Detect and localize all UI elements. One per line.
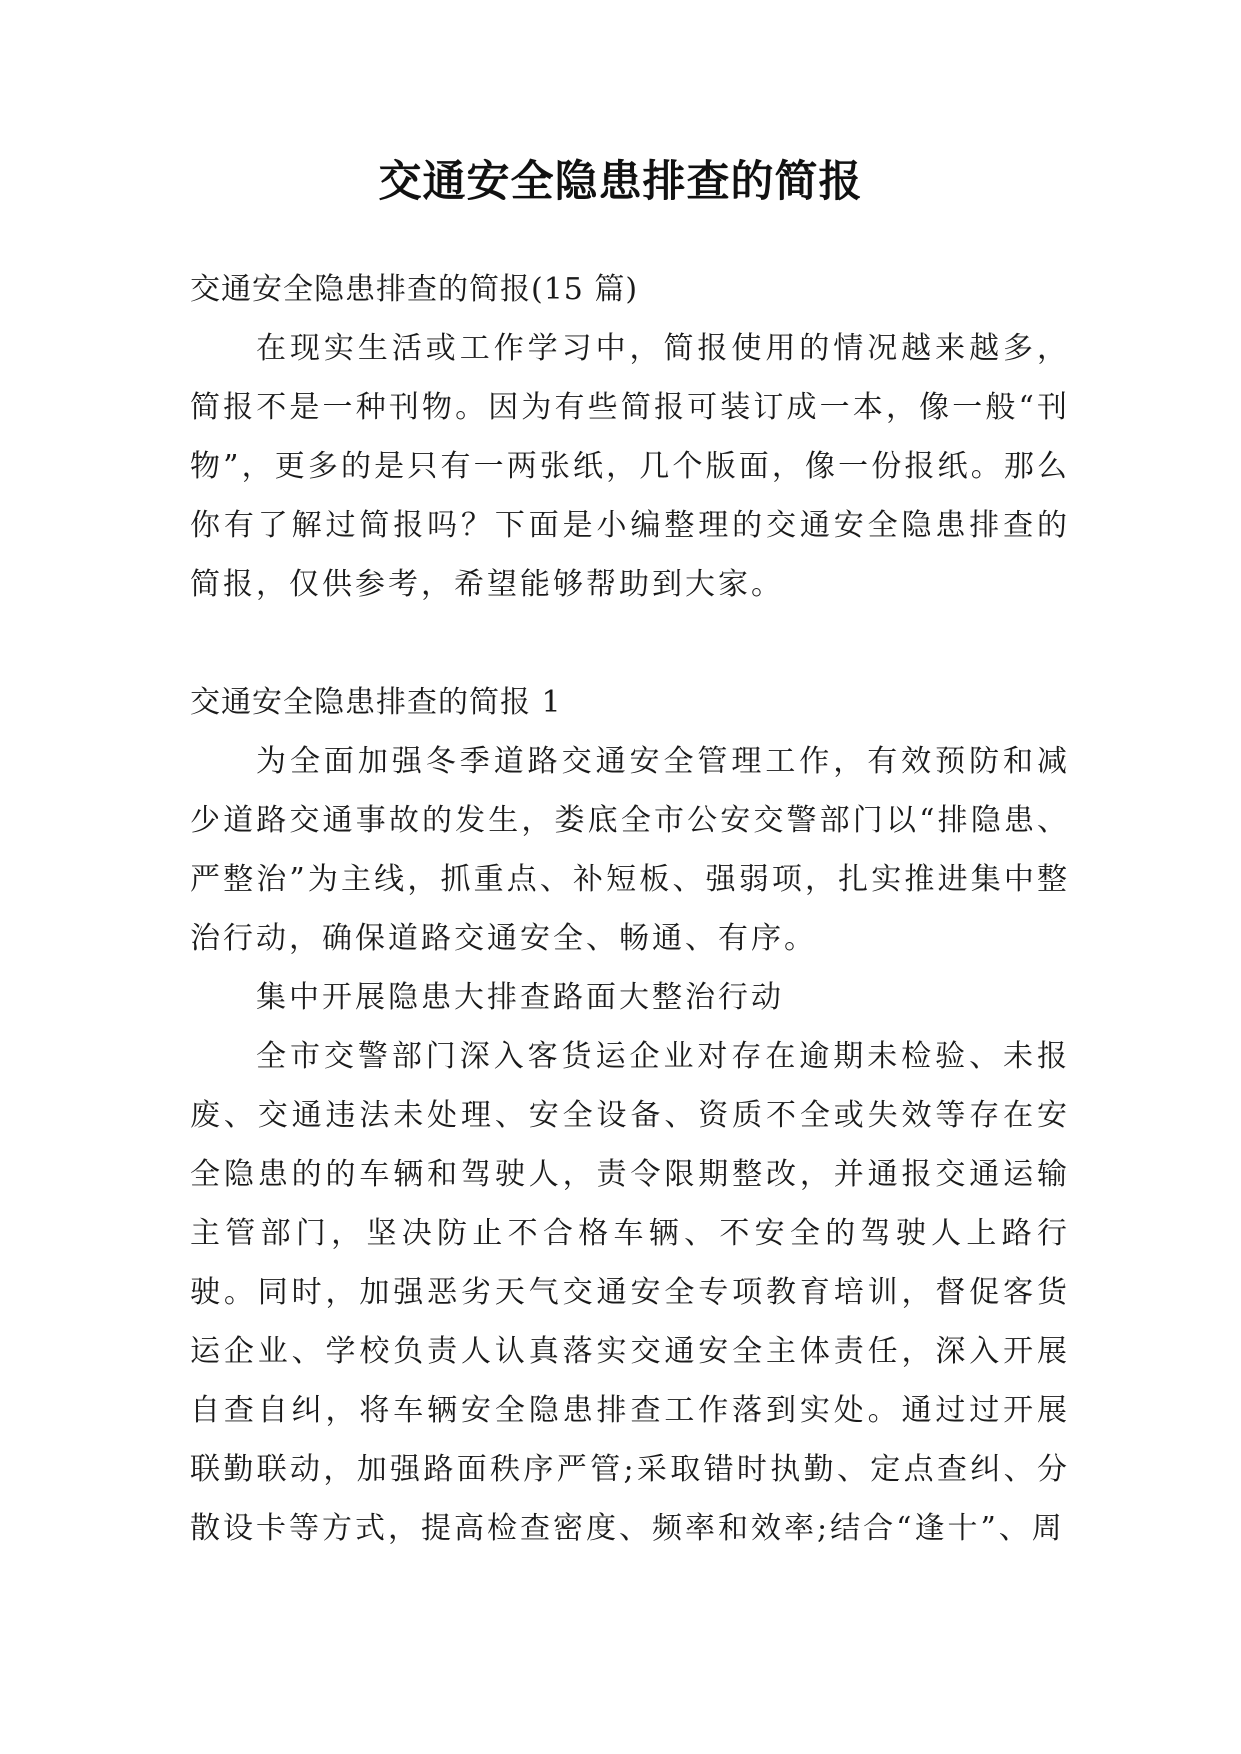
section-subheading: 集中开展隐患大排查路面大整治行动: [256, 980, 784, 1015]
document-subtitle: 交通安全隐患排查的简报(15 篇): [190, 272, 639, 307]
document-body: [190, 260, 1070, 1558]
body-paragraph: 全市交警部门深入客货运企业对存在逾期未检验、未报废、交通违法未处理、安全设备、资质不全或失效等存在安全隐患的的车辆和驾驶人，责令限期整改，并通报交通运输主管部门，坚决防止不合格车辆、不安全的驾驶人上路行驶。同时，加强恶劣天气交通安全专项教育培训，督促客货运企业、学校负责人认真落实交通安全主体责任，深入开展自查自纠，将车辆安全隐患排查工作落到实处。通过过开展联勤联动，加强路面秩序严管;采取错时执勤、定点查纠、分散设卡等方式，提高检查密度、频率和效率;结合“逢十”、周: [190, 1039, 1070, 1546]
page-title: 交通安全隐患排查的简报: [378, 157, 863, 207]
section-heading: 交通安全隐患排查的简报 1: [190, 685, 562, 720]
intro-paragraph: 在现实生活或工作学习中，简报使用的情况越来越多，简报不是一种刊物。因为有些简报可装订成一本，像一般“刊物”，更多的是只有一两张纸，几个版面，像一份报纸。那么你有了解过简报吗？下面是小编整理的交通安全隐患排查的简报，仅供参考，希望能够帮助到大家。: [190, 331, 1070, 602]
body-paragraph: 为全面加强冬季道路交通安全管理工作，有效预防和减少道路交通事故的发生，娄底全市公安交警部门以“排隐患、严整治”为主线，抓重点、补短板、强弱项，扎实推进集中整治行动，确保道路交通安全、畅通、有序。: [190, 744, 1070, 956]
